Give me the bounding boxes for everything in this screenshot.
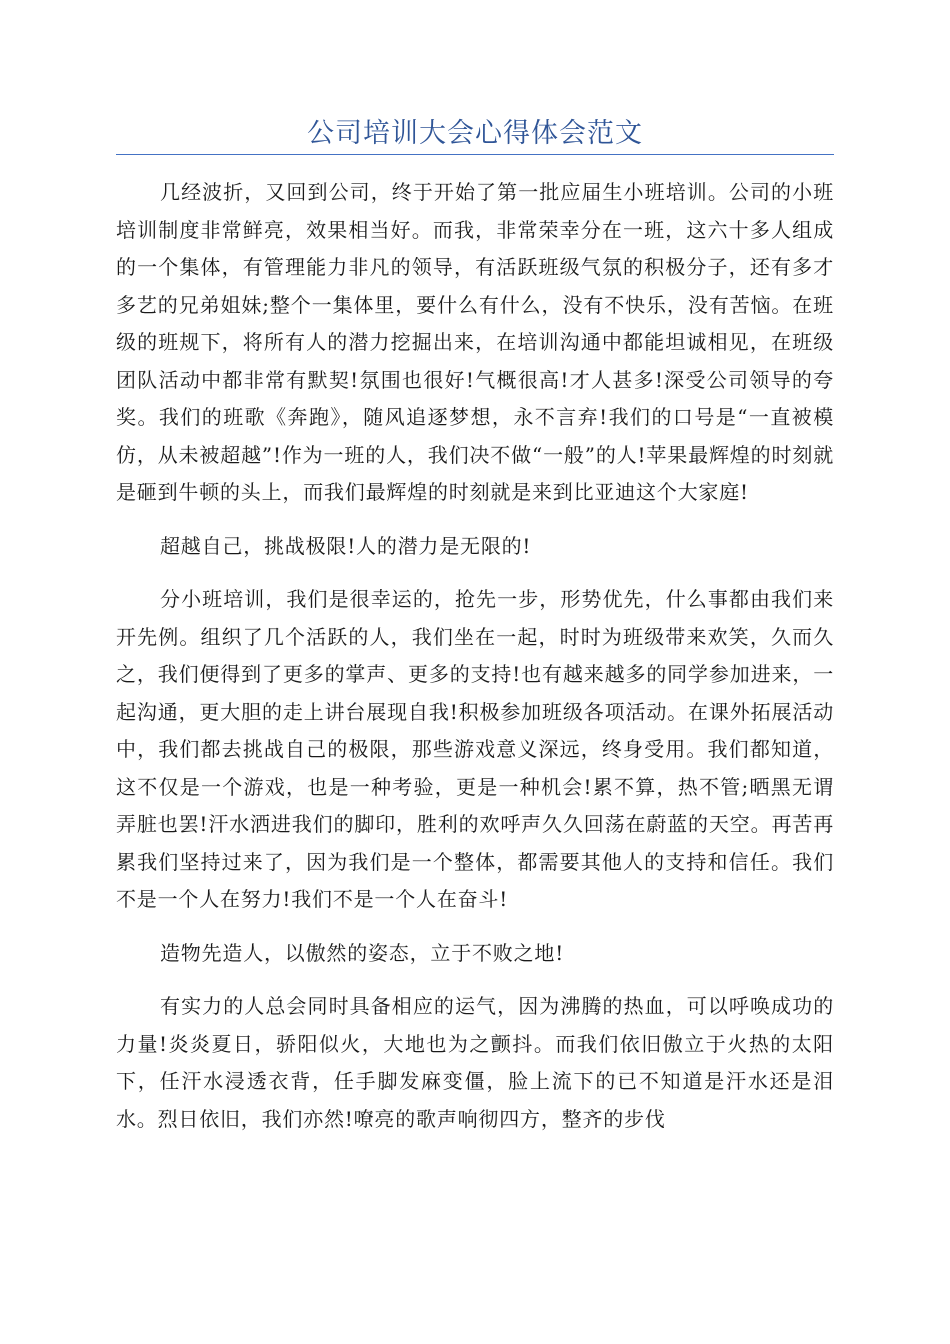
paragraph-5: 有实力的人总会同时具备相应的运气，因为沸腾的热血，可以呼唤成功的力量!炎炎夏日，骄阳似火，大地也为之颤抖。而我们依旧傲立于火热的太阳下，任汗水浸透衣背，任手脚发麻变僵，脸上流下的已不知道是汗水还是泪水。烈日依旧，我们亦然!嘹亮的歌声响彻四方，整齐的步伐: [116, 994, 834, 1131]
title-underline: [116, 154, 834, 155]
paragraph-2: 超越自己，挑战极限!人的潜力是无限的!: [160, 533, 532, 558]
paragraph-3: 分小班培训，我们是很幸运的，抢先一步，形势优先，什么事都由我们来开先例。组织了几个活跃的人，我们坐在一起，时时为班级带来欢笑，久而久之，我们便得到了更多的掌声、更多的支持!也有越来越多的同学参加进来，一起沟通，更大胆的走上讲台展现自我!积极参加班级各项活动。在课外拓展活动中，我们都去挑战自己的极限，那些游戏意义深远，终身受用。我们都知道，这不仅是一个游戏，也是一种考验，更是一种机会!累不算，热不管;晒黑无谓弄脏也罢!汗水洒进我们的脚印，胜利的欢呼声久久回荡在蔚蓝的天空。再苦再累我们坚持过来了，因为我们是一个整体，都需要其他人的支持和信任。我们不是一个人在努力!我们不是一个人在奋斗!: [116, 587, 834, 911]
document-title: 公司培训大会心得体会范文: [307, 118, 643, 149]
document-body: [116, 174, 834, 1154]
paragraph-4: 造物先造人，以傲然的姿态，立于不败之地!: [160, 940, 565, 965]
paragraph-1: 几经波折，又回到公司，终于开始了第一批应届生小班培训。公司的小班培训制度非常鲜亮，效果相当好。而我，非常荣幸分在一班，这六十多人组成的一个集体，有管理能力非凡的领导，有活跃班级气氛的积极分子，还有多才多艺的兄弟姐妹;整个一集体里，要什么有什么，没有不快乐，没有苦恼。在班级的班规下，将所有人的潜力挖掘出来，在培训沟通中都能坦诚相见，在班级团队活动中都非常有默契!氛围也很好!气概很高!才人甚多!深受公司领导的夸奖。我们的班歌《奔跑》，随风追逐梦想，永不言弃!我们的口号是“一直被模仿，从未被超越”!作为一班的人，我们决不做“一般”的人!苹果最辉煌的时刻就是砸到牛顿的头上，而我们最辉煌的时刻就是来到比亚迪这个大家庭!: [116, 180, 834, 504]
